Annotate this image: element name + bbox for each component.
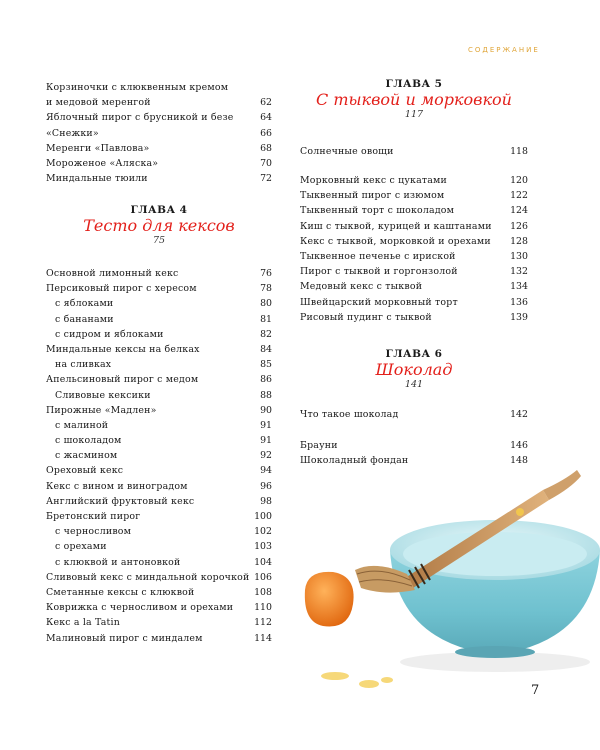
toc-entry[interactable]: Меренги «Павлова» 68 bbox=[46, 142, 272, 154]
page-number: 7 bbox=[531, 683, 540, 698]
running-head: СОДЕРЖАНИЕ bbox=[468, 46, 540, 54]
toc-entry[interactable]: Сливовый кекс с миндальной корочкой 106 bbox=[46, 571, 272, 583]
chapter-5-list bbox=[300, 173, 528, 325]
toc-entry[interactable]: Пирог с тыквой и горгонзолой 132 bbox=[300, 266, 528, 278]
chapter-4-heading bbox=[46, 204, 272, 246]
toc-entry[interactable]: Бретонский пирог 100 bbox=[46, 511, 272, 522]
toc-entry[interactable]: Киш с тыквой, курицей и каштанами 126 bbox=[300, 220, 528, 232]
toc-entry[interactable]: Шоколадный фондан 148 bbox=[300, 455, 528, 467]
toc-entry[interactable]: Морковный кекс с цукатами 120 bbox=[300, 175, 528, 186]
toc-subentry[interactable]: с черносливом 102 bbox=[55, 526, 272, 538]
toc-entry[interactable]: Кекс с вином и виноградом 96 bbox=[46, 480, 272, 492]
toc-entry[interactable]: Медовый кекс с тыквой 134 bbox=[300, 281, 528, 293]
toc-entry[interactable]: Пирожные «Мадлен» 90 bbox=[46, 404, 272, 416]
toc-entry[interactable]: Коврижка с черносливом и орехами 110 bbox=[46, 602, 272, 614]
toc-entry[interactable]: Сметанные кексы с клюквой 108 bbox=[46, 586, 272, 598]
honey-drop bbox=[381, 677, 393, 683]
toc-subentry[interactable]: на сливках 85 bbox=[55, 359, 272, 371]
toc-entry[interactable]: Кекс с тыквой, морковкой и орехами 128 bbox=[300, 235, 528, 247]
toc-entry[interactable]: Персиковый пирог с хересом 78 bbox=[46, 283, 272, 295]
toc-entry[interactable]: Солнечные овощи 118 bbox=[300, 146, 528, 157]
chapter-4-list bbox=[46, 266, 272, 646]
chapter-6-list bbox=[300, 407, 528, 422]
toc-subentry[interactable]: с клюквой и антоновкой 104 bbox=[55, 556, 272, 568]
toc-entry[interactable]: Рисовый пудинг с тыквой 139 bbox=[300, 311, 528, 323]
chapter-title[interactable]: Тесто для кексов bbox=[83, 216, 235, 235]
honey-drop bbox=[321, 672, 349, 680]
toc-entry[interactable]: «Снежки» 66 bbox=[46, 127, 272, 139]
toc-entry[interactable]: Корзиночки с клюквенным кремом bbox=[46, 82, 229, 93]
chapter-label: ГЛАВА 6 bbox=[385, 348, 443, 360]
toc-entry[interactable]: Малиновый пирог с миндалем 114 bbox=[46, 632, 272, 644]
toc-entry[interactable]: Тыквенное печенье с ириской 130 bbox=[300, 250, 528, 262]
bowl-base bbox=[455, 646, 535, 658]
toc-subentry[interactable]: с шоколадом 91 bbox=[55, 435, 272, 447]
chapter-page: 75 bbox=[152, 235, 166, 246]
toc-entry[interactable]: Яблочный пирог с брусникой и безе 64 bbox=[46, 112, 272, 124]
bowl-illustration bbox=[295, 470, 600, 700]
chapter-6-heading bbox=[300, 348, 528, 390]
chapter-title[interactable]: С тыквой и морковкой bbox=[316, 90, 512, 109]
toc-entry[interactable]: Швейцарский морковный торт 136 bbox=[300, 296, 528, 308]
chapter-5-intro bbox=[300, 144, 528, 159]
toc-entry[interactable]: Тыквенный торт с шоколадом 124 bbox=[300, 205, 528, 217]
chapter-page: 117 bbox=[404, 109, 424, 120]
toc-entry[interactable]: Апельсиновый пирог с медом 86 bbox=[46, 374, 272, 386]
chapter-label: ГЛАВА 5 bbox=[385, 78, 443, 90]
apricot-half bbox=[305, 572, 354, 627]
toc-entry[interactable]: Кекс a la Tatin 112 bbox=[46, 617, 272, 629]
honey-drop bbox=[359, 680, 379, 688]
toc-entry[interactable]: Мороженое «Аляска» 70 bbox=[46, 157, 272, 169]
chapter-label: ГЛАВА 4 bbox=[130, 204, 188, 216]
toc-entry[interactable]: Ореховый кекс 94 bbox=[46, 465, 272, 477]
toc-entry[interactable]: Миндальные тюили 72 bbox=[46, 173, 272, 185]
toc-entry[interactable]: Основной лимонный кекс 76 bbox=[46, 268, 272, 279]
toc-subentry[interactable]: Сливовые кексики 88 bbox=[55, 389, 272, 401]
toc-entry[interactable]: и медовой меренгой 62 bbox=[46, 97, 272, 109]
chapter-5-heading bbox=[300, 78, 528, 120]
chapter-title[interactable]: Шоколад bbox=[375, 360, 453, 379]
toc-entry[interactable]: Английский фруктовый кекс 98 bbox=[46, 495, 272, 507]
chapter-page: 141 bbox=[404, 379, 424, 390]
toc-subentry[interactable]: с жасмином 92 bbox=[55, 450, 272, 462]
toc-entry[interactable]: Что такое шоколад 142 bbox=[300, 409, 528, 420]
toc-entry[interactable]: Миндальные кексы на белках 84 bbox=[46, 343, 272, 355]
honey-drop bbox=[516, 508, 524, 516]
toc-subentry[interactable]: с сидром и яблоками 82 bbox=[55, 328, 272, 340]
left-top-list bbox=[46, 80, 272, 186]
toc-subentry[interactable]: с орехами 103 bbox=[55, 541, 272, 553]
chapter-6-list-more bbox=[300, 438, 528, 468]
toc-subentry[interactable]: с бананами 81 bbox=[55, 313, 272, 325]
toc-subentry[interactable]: с малиной 91 bbox=[55, 419, 272, 431]
toc-entry[interactable]: Брауни 146 bbox=[300, 440, 528, 451]
toc-entry[interactable]: Тыквенный пирог с изюмом 122 bbox=[300, 190, 528, 202]
toc-subentry[interactable]: с яблоками 80 bbox=[55, 298, 272, 310]
